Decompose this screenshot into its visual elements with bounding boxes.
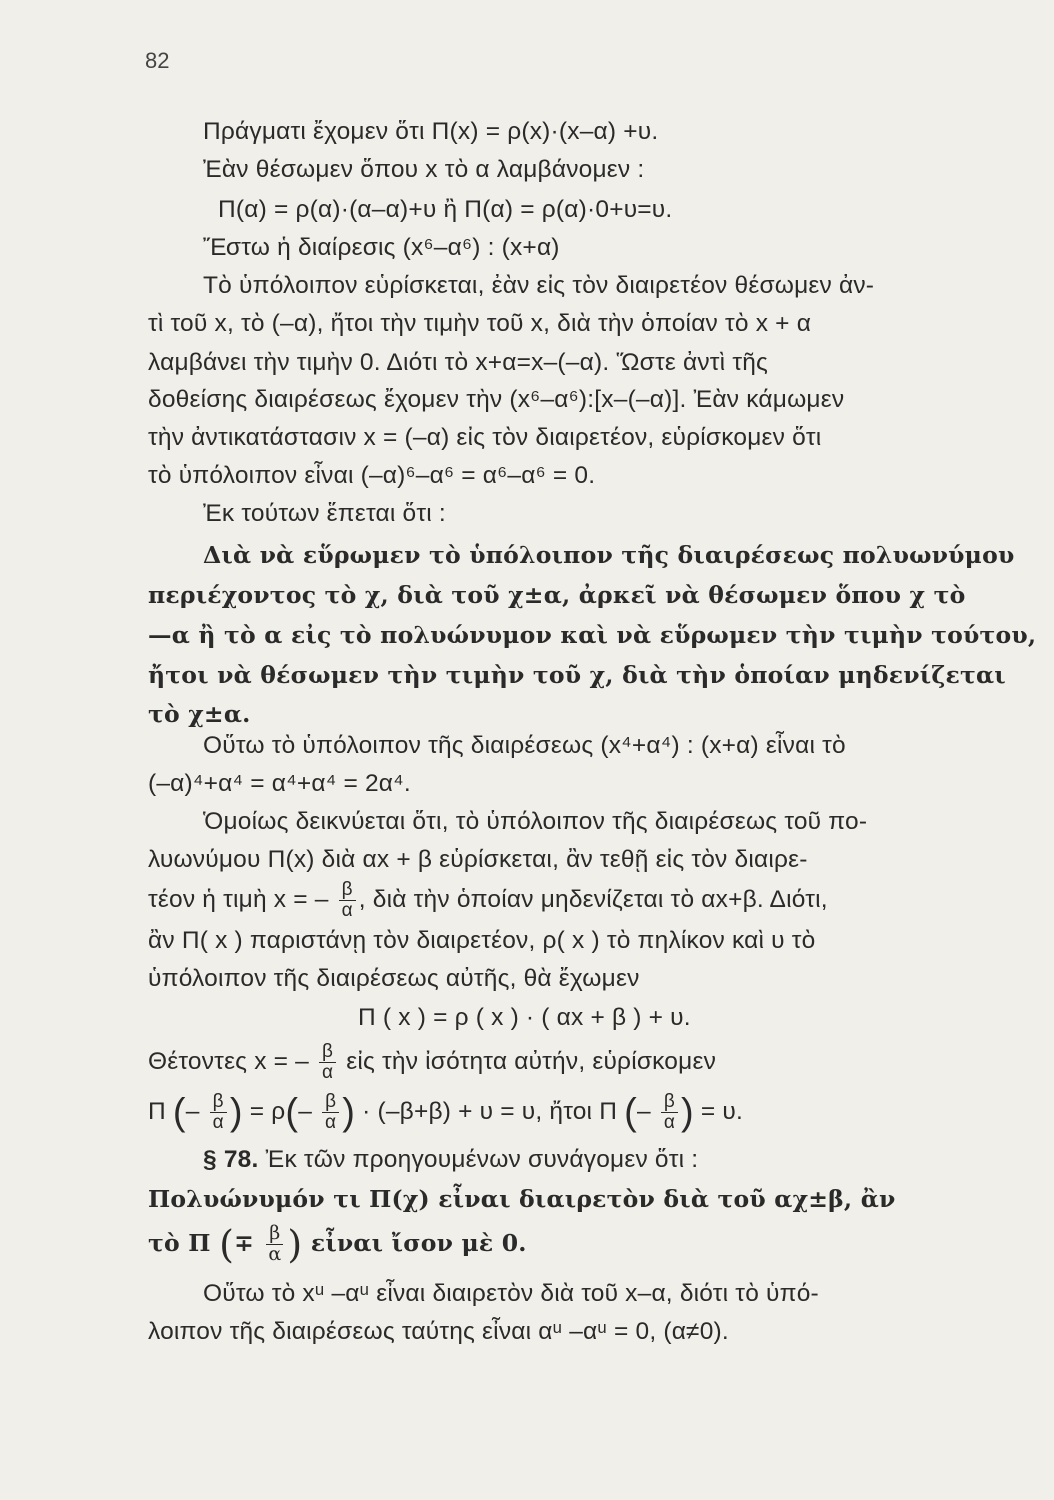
- open-paren: (: [219, 1222, 235, 1267]
- eq-pi: Π: [148, 1097, 166, 1125]
- eq-equals-rho: = ρ: [249, 1097, 286, 1125]
- text-line-10: τὸ ὑπόλοιπον εἶναι (–α)⁶–α⁶ = α⁶–α⁶ = 0.: [148, 462, 596, 489]
- fraction-line-thetontes: [148, 1042, 716, 1083]
- theorem-mp: ∓: [234, 1228, 254, 1257]
- rule-line-4: ἤτοι νὰ θέσωμεν τὴν τιμὴν τοῦ χ, διὰ τὴν ὁποίαν μηδενίζεται: [148, 661, 1006, 689]
- eq-minus: –: [636, 1097, 651, 1125]
- fraction-numerator: β: [266, 1224, 283, 1245]
- eq-minus: –: [298, 1097, 313, 1125]
- text-line-6: τὶ τοῦ x, τὸ (–α), ἤτοι τὴν τιμὴν τοῦ x, διὰ τὴν ὁποίαν τὸ x + α: [148, 310, 812, 337]
- fraction-numerator: β: [661, 1092, 678, 1113]
- section-intro: Ἐκ τῶν προηγουμένων συνάγομεν ὅτι :: [265, 1146, 699, 1173]
- text-line-19: λυωνύμου Π(x) διὰ αx + β εὑρίσκεται, ἂν τεθῇ εἰς τὸν διαιρε-: [148, 846, 808, 873]
- eq-end: = υ.: [700, 1097, 743, 1125]
- thetontes-after: εἰς τὴν ἰσότητα αὐτήν, εὑρίσκομεν: [346, 1047, 717, 1075]
- text-line-11: Ἐκ τούτων ἕπεται ὅτι :: [203, 500, 446, 527]
- fraction-denominator: α: [322, 1061, 334, 1083]
- theorem-end: εἶναι ἴσον μὲ 0.: [310, 1228, 527, 1257]
- fraction-line-teon: [148, 880, 828, 921]
- eq-minus: –: [185, 1097, 200, 1125]
- rule-line-3: —α ἢ τὸ α εἰς τὸ πολυώνυμον καὶ νὰ εὕρωμεν τὴν τιμὴν τούτου,: [148, 621, 1037, 649]
- text-line-25: λοιπον τῆς διαιρέσεως ταύτης εἶναι αᵘ –αᵘ = 0, (α≠0).: [148, 1318, 729, 1345]
- teon-before: τέον ἡ τιμὴ x = –: [148, 885, 329, 913]
- text-line-24: Οὕτω τὸ xᵘ –αᵘ εἶναι διαιρετὸν διὰ τοῦ x–α, διότι τὸ ὑπό-: [203, 1280, 819, 1307]
- beta-over-alpha-fraction: [661, 1092, 678, 1133]
- text-line-4: Ἔστω ἡ διαίρεσις (x⁶–α⁶) : (x+α): [203, 234, 560, 261]
- fraction-numerator: β: [322, 1092, 339, 1113]
- rule-line-5: τὸ χ±α.: [148, 700, 251, 728]
- beta-over-alpha-fraction: [322, 1092, 339, 1133]
- text-line-5: Τὸ ὑπόλοιπον εὑρίσκεται, ἐὰν εἰς τὸν διαιρετέον θέσωμεν ἀν-: [203, 272, 875, 299]
- fraction-numerator: β: [210, 1092, 227, 1113]
- close-paren: ): [287, 1222, 303, 1267]
- close-paren: ): [229, 1091, 243, 1134]
- centered-equation: Π ( x ) = ρ ( x ) · ( αx + β ) + υ.: [358, 1004, 691, 1031]
- text-line-3: Π(α) = ρ(α)·(α–α)+υ ἢ Π(α) = ρ(α)·0+υ=υ.: [218, 196, 673, 223]
- beta-over-alpha-fraction: [319, 1042, 336, 1083]
- text-line-1: Πράγματι ἔχομεν ὅτι Π(x) = ρ(x)·(x–α) +υ.: [203, 118, 659, 145]
- fraction-denominator: α: [268, 1242, 282, 1265]
- thetontes-before: Θέτοντες x = –: [148, 1047, 309, 1075]
- fraction-numerator: β: [339, 880, 356, 901]
- fraction-numerator: β: [319, 1042, 336, 1063]
- close-paren: ): [342, 1091, 356, 1134]
- pi-equation: [148, 1092, 743, 1133]
- text-line-16: Οὕτω τὸ ὑπόλοιπον τῆς διαιρέσεως (x⁴+α⁴) : (x+α) εἶναι τὸ: [203, 732, 846, 759]
- fraction-denominator: α: [325, 1111, 337, 1133]
- text-line-7: λαμβάνει τὴν τιμὴν 0. Διότι τὸ x+α=x–(–α). Ὥστε ἀντὶ τῆς: [148, 349, 769, 376]
- rule-line-1: Διὰ νὰ εὕρωμεν τὸ ὑπόλοιπον τῆς διαιρέσεως πολυωνύμου: [203, 541, 1015, 569]
- open-paren: (: [172, 1091, 186, 1134]
- text-line-2: Ἐὰν θέσωμεν ὅπου x τὸ α λαμβάνομεν :: [203, 156, 645, 183]
- text-line-9: τὴν ἀντικατάστασιν x = (–α) εἰς τὸν διαιρετέον, εὑρίσκομεν ὅτι: [148, 424, 822, 451]
- open-paren: (: [624, 1091, 637, 1134]
- beta-over-alpha-fraction: [210, 1092, 227, 1133]
- fraction-denominator: α: [663, 1111, 675, 1133]
- text-line-20: ἂν Π( x ) παριστάνῃ τὸν διαιρετέον, ρ( x ) τὸ πηλίκον καὶ υ τὸ: [148, 927, 816, 954]
- close-paren: ): [681, 1091, 694, 1134]
- open-paren: (: [285, 1091, 299, 1134]
- section-number: § 78.: [203, 1146, 259, 1173]
- section-heading: [203, 1142, 698, 1179]
- text-line-21: ὑπόλοιπον τῆς διαιρέσεως αὐτῆς, θὰ ἔχωμεν: [148, 965, 640, 992]
- text-line-17: (–α)⁴+α⁴ = α⁴+α⁴ = 2α⁴.: [148, 770, 411, 797]
- theorem-line-2: [148, 1224, 527, 1265]
- fraction-denominator: α: [212, 1111, 224, 1133]
- fraction-denominator: α: [341, 899, 353, 921]
- eq-middle: · (–β+β) + υ = υ, ἤτοι Π: [362, 1097, 618, 1125]
- text-line-18: Ὁμοίως δεικνύεται ὅτι, τὸ ὑπόλοιπον τῆς διαιρέσεως τοῦ πο-: [203, 808, 868, 835]
- teon-after: , διὰ τὴν ὁποίαν μηδενίζεται τὸ αx+β. Διότι,: [358, 885, 828, 913]
- beta-over-alpha-fraction: [265, 1224, 284, 1265]
- rule-line-2: περιέχοντος τὸ χ, διὰ τοῦ χ±α, ἀρκεῖ νὰ θέσωμεν ὅπου χ τὸ: [148, 581, 966, 609]
- page-number: 82: [145, 48, 170, 73]
- text-line-8: δοθείσης διαιρέσεως ἔχομεν τὴν (x⁶–α⁶):[x–(–α)]. Ἐὰν κάμωμεν: [148, 386, 845, 413]
- theorem-to-pi: τὸ Π: [148, 1228, 211, 1257]
- beta-over-alpha-fraction: [339, 880, 356, 921]
- theorem-line-1: Πολυώνυμόν τι Π(χ) εἶναι διαιρετὸν διὰ τοῦ αχ±β, ἂν: [148, 1185, 896, 1213]
